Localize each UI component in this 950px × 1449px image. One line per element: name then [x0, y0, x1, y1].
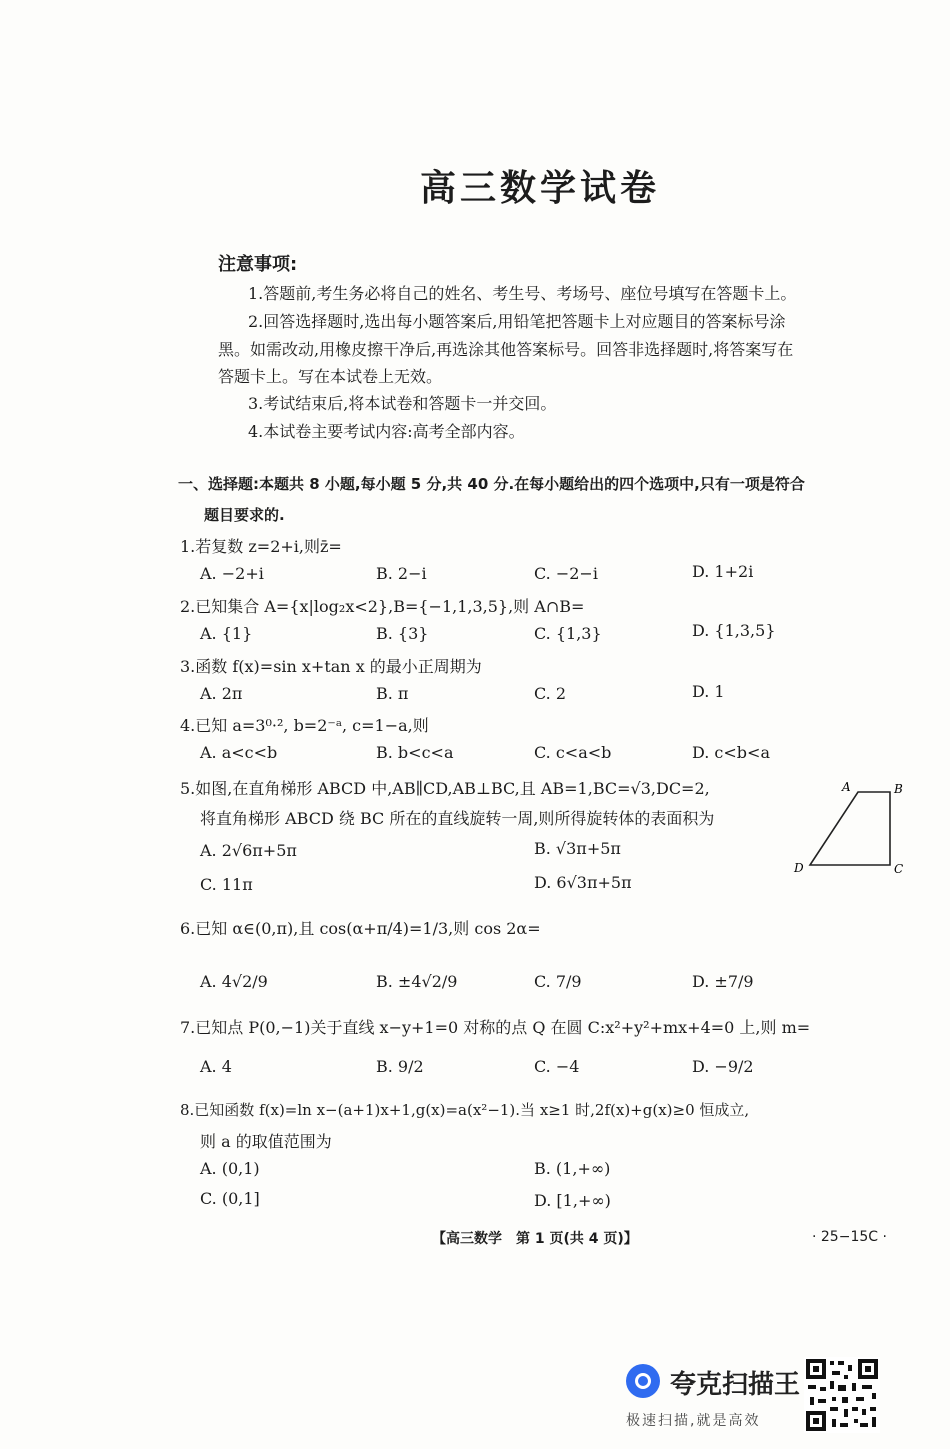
q1-option-a: A. −2+i — [200, 564, 264, 583]
question-3-stem: 3.函数 f(x)=sin x+tan x 的最小正周期为 — [180, 657, 482, 676]
section-heading: 一、选择题:本题共 8 小题,每小题 5 分,共 40 分.在每小题给出的四个选项中,只有一项是符合 — [178, 475, 805, 493]
q6-option-b: B. ±4√2/9 — [376, 972, 458, 991]
notice-line: 答题卡上。写在本试卷上无效。 — [218, 367, 443, 386]
question-7-stem: 7.已知点 P(0,−1)关于直线 x−y+1=0 对称的点 Q 在圆 C:x²+y²+mx+4=0 上,则 m= — [180, 1018, 811, 1037]
q8-option-c: C. (0,1] — [200, 1189, 260, 1208]
q8-option-b: B. (1,+∞) — [534, 1159, 611, 1178]
trapezoid-figure — [790, 775, 910, 885]
q5-option-b: B. √3π+5π — [534, 839, 621, 858]
notice-line: 3.考试结束后,将本试卷和答题卡一并交回。 — [248, 394, 557, 413]
question-6-stem: 6.已知 α∈(0,π),且 cos(α+π/4)=1/3,则 cos 2α= — [180, 919, 541, 938]
question-5-stem-cont: 将直角梯形 ABCD 绕 BC 所在的直线旋转一周,则所得旋转体的表面积为 — [200, 809, 715, 828]
q7-option-c: C. −4 — [534, 1057, 580, 1076]
q4-option-c: C. c<a<b — [534, 743, 612, 762]
q6-option-a: A. 4√2/9 — [200, 972, 268, 991]
q7-option-a: A. 4 — [200, 1057, 232, 1076]
q2-option-d: D. {1,3,5} — [692, 621, 776, 640]
q4-option-d: D. c<b<a — [692, 743, 770, 762]
q2-option-b: B. {3} — [376, 624, 429, 643]
question-1-stem: 1.若复数 z=2+i,则z̄= — [180, 537, 342, 556]
notice-line: 1.答题前,考生务必将自己的姓名、考生号、考场号、座位号填写在答题卡上。 — [248, 284, 797, 303]
q5-option-d: D. 6√3π+5π — [534, 873, 632, 892]
q1-option-b: B. 2−i — [376, 564, 427, 583]
q8-option-d: D. [1,+∞) — [534, 1191, 611, 1210]
q6-option-d: D. ±7/9 — [692, 972, 754, 991]
scanner-logo-icon — [626, 1364, 660, 1398]
paper-code: · 25−15C · — [812, 1229, 887, 1245]
q3-option-c: C. 2 — [534, 684, 567, 703]
q1-option-c: C. −2−i — [534, 564, 598, 583]
qr-code — [804, 1357, 880, 1433]
q1-option-d: D. 1+2i — [692, 562, 754, 581]
question-8-stem-cont: 则 a 的取值范围为 — [200, 1132, 332, 1151]
q5-option-c: C. 11π — [200, 875, 253, 894]
notice-heading: 注意事项: — [218, 254, 298, 275]
q5-option-a: A. 2√6π+5π — [200, 841, 297, 860]
q2-option-c: C. {1,3} — [534, 624, 602, 643]
q6-option-c: C. 7/9 — [534, 972, 582, 991]
section-heading-cont: 题目要求的. — [204, 506, 285, 524]
q3-option-d: D. 1 — [692, 682, 725, 701]
q7-option-d: D. −9/2 — [692, 1057, 754, 1076]
q4-option-b: B. b<c<a — [376, 743, 454, 762]
q2-option-a: A. {1} — [200, 624, 253, 643]
figure-label-c: C — [894, 862, 904, 876]
q8-option-a: A. (0,1) — [200, 1159, 260, 1178]
q4-option-a: A. a<c<b — [200, 743, 278, 762]
question-5-stem: 5.如图,在直角梯形 ABCD 中,AB∥CD,AB⊥BC,且 AB=1,BC=√3,DC=2, — [180, 779, 710, 798]
page-title: 高三数学试卷 — [420, 168, 661, 209]
scanner-brand: 夸克扫描王 — [670, 1370, 801, 1400]
question-8-stem: 8.已知函数 f(x)=ln x−(a+1)x+1,g(x)=a(x²−1).当 x≥1 时,2f(x)+g(x)≥0 恒成立, — [180, 1101, 750, 1119]
question-4-stem: 4.已知 a=3⁰·², b=2⁻ᵃ, c=1−a,则 — [180, 716, 429, 735]
q3-option-a: A. 2π — [200, 684, 243, 703]
notice-line: 2.回答选择题时,选出每小题答案后,用铅笔把答题卡上对应题目的答案标号涂 — [248, 312, 786, 331]
question-2-stem: 2.已知集合 A={x|log₂x<2},B={−1,1,3,5},则 A∩B= — [180, 597, 585, 616]
figure-label-b: B — [894, 782, 903, 796]
notice-line: 4.本试卷主要考试内容:高考全部内容。 — [248, 422, 525, 441]
notice-line: 黑。如需改动,用橡皮擦干净后,再选涂其他答案标号。回答非选择题时,将答案写在 — [218, 340, 794, 359]
figure-label-d: D — [794, 861, 804, 875]
page-footer: 【高三数学 第 1 页(共 4 页)】 — [432, 1231, 638, 1247]
q3-option-b: B. π — [376, 684, 409, 703]
trapezoid-shape — [810, 792, 890, 865]
q7-option-b: B. 9/2 — [376, 1057, 424, 1076]
scanner-slogan: 极速扫描,就是高效 — [626, 1413, 761, 1429]
figure-label-a: A — [842, 780, 851, 794]
